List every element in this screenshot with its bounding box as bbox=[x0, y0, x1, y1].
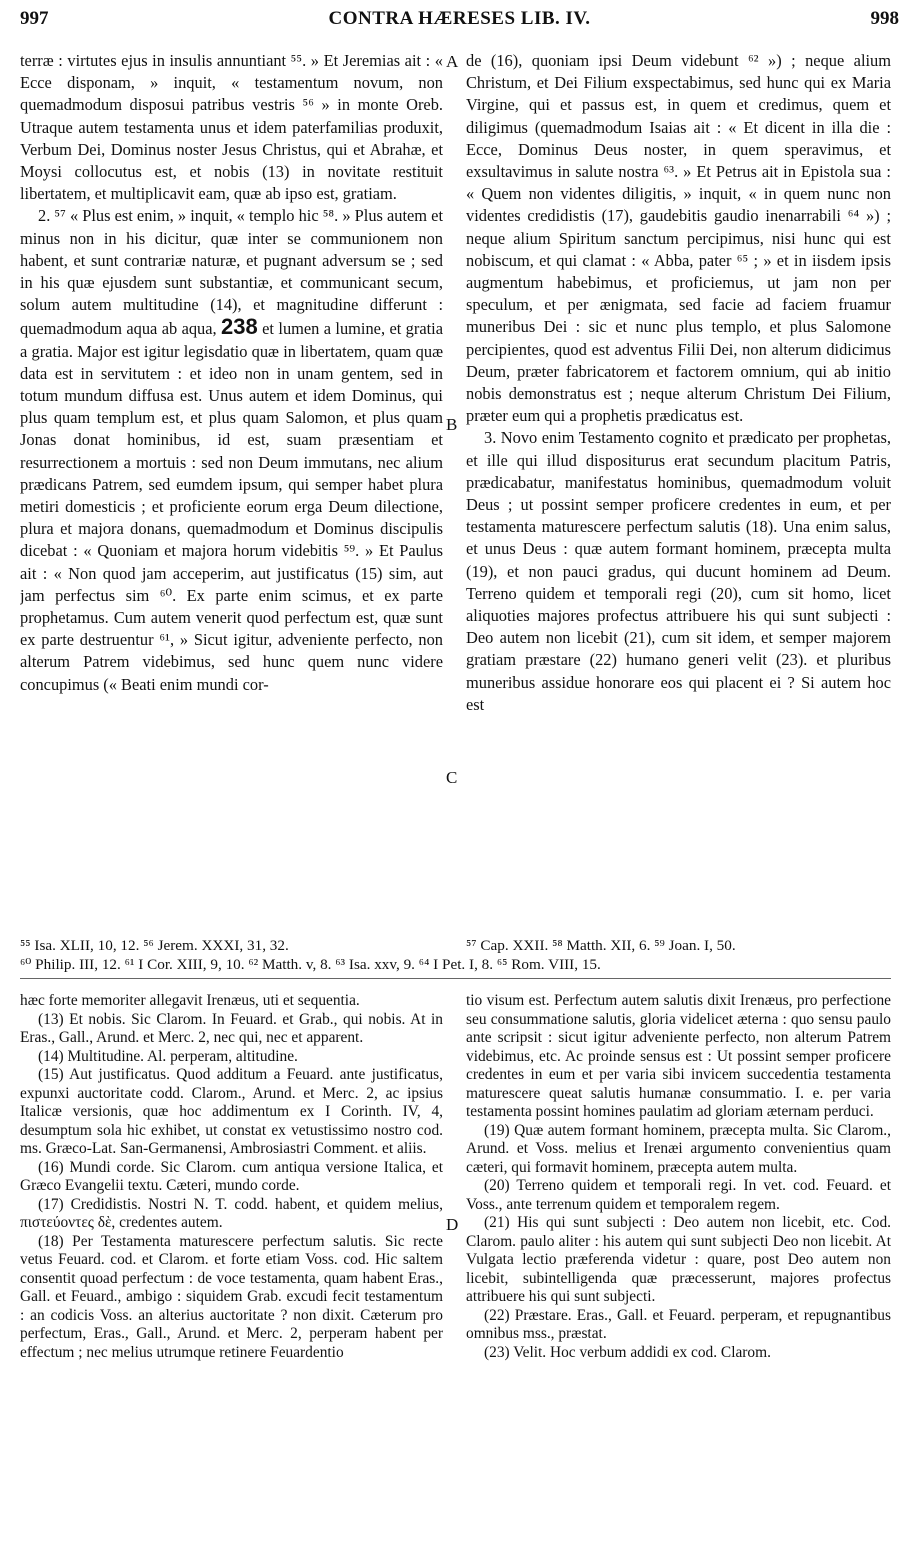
margin-marker-c: C bbox=[446, 768, 458, 787]
note: (22) Præstare. Eras., Gall. et Feuard. perperam, et repugnantibus omnibus mss., præstat. bbox=[466, 1306, 891, 1342]
running-title: CONTRA HÆRESES LIB. IV. bbox=[328, 8, 591, 29]
note: (23) Velit. Hoc verbum addidi ex cod. Clarom. bbox=[484, 1343, 771, 1361]
right-page-number: 998 bbox=[870, 8, 899, 29]
paragraph: terræ : virtutes ejus in insulis annuntiant ⁵⁵. » Et Jeremias ait : « Ecce disponam, » inquit, « testamentum novum, non quemadmodum disposui patribus vestris ⁵⁶ » in monte Oreb. Utraque autem testamenta unus et idem paterfamilias produxit, Verbum Dei, Dominus noster Jesus Christus, qui et Abrahæ, et Moysi collocutus est, et nobis (13) in novitate restituit libertatem, et multiplicavit eam, quæ ab ipso est, gratiam. bbox=[20, 51, 443, 204]
note: (21) His qui sunt subjecti : Deo autem non licebit, etc. Cod. Clarom. paulo aliter : his autem qui sunt subjecti Deo non licebit. At Vulgata lectio præferenda videtur : quare, post Deo autem non licebit, subintelligenda quæ præcesserunt, majores profectus attribuere his qui sunt subjecti. bbox=[466, 1214, 891, 1305]
footnote-refs: ⁵⁵ Isa. XLII, 10, 12. ⁵⁶ Jerem. XXXI, 31, 32. bbox=[20, 937, 289, 954]
note: (16) Mundi corde. Sic Clarom. cum antiqua versione Italica, et Græco Evangelii textu. Cæteri, mundo corde. bbox=[20, 1158, 443, 1194]
note: hæc forte memoriter allegavit Irenæus, uti et sequentia. bbox=[20, 992, 360, 1009]
main-text-left-column bbox=[20, 50, 443, 930]
note: tio visum est. Perfectum autem salutis dixit Irenæus, pro perfectione seu consummatione salutis, gloria videlicet æterna : quo sensu paulo ante scripsit : sicut igitur adveniente perfecto, non alterum Patrem videbimus, etc. Ac proinde sensus est : Ut possint semper proficere credentes in eum et per varia sibi invicem succedentia testamenta maturescere queat salutis humanæ consummatio. I. e. per varia testamenta possint homines paulatim ad gloriam æternam perduci. bbox=[466, 992, 891, 1120]
note: (19) Quæ autem formant hominem, præcepta multa. Sic Clarom., Arund. et Voss. melius et Irenæi argumento convenientius quam cæteri, qui formavit hominem, præcepta autem multa. bbox=[466, 1121, 891, 1176]
note: (18) Per Testamenta maturescere perfectum salutis. Sic recte vetus Feuard. cod. et Clarom. et forte etiam Voss. cod. Hic saltem consentit quoad perfectum : de voce testamenta, quam habent Eras., Gall. et Feuard., ambigo : siquidem Grab. excudi fecit testamentum : an codicis Voss. an alterius auctoritate ? non dixit. Cæterum pro perfectum, Eras., Gall., Arund. et Merc. 2, perperam habent per effectum ; nec melius utrumque retinere Feuardentio bbox=[20, 1232, 443, 1361]
margin-marker-b: B bbox=[446, 415, 458, 434]
paragraph: de (16), quoniam ipsi Deum videbunt ⁶² ») ; neque alium Christum, et Dei Filium exspectabimus, sed hunc qui ex Maria Virgine, qui et passus est, in quem et credimus, quem et diligimus (quemadmodum Isaias ait : « Et dicent in illa die : Ecce, Dominus Deus noster, in quem speravimus, et exsultavimus in salute nostra ⁶³. » Et Petrus ait in Epistola sua : « Quem non videntes diligitis, » inquit, « in quem nunc non videntes credidistis (17), gaudebitis gaudio inenarrabili ⁶⁴ ») ; neque alium Spiritum sanctum percipimus, nisi hunc qui est nobiscum, et qui clamat : « Abba, pater ⁶⁵ ; » et in iisdem ipsis augmentum habebimus, et proficiemus, ut jam non per speculum, et per ænigmata, sed facie ad faciem fruamur muneribus Dei : sic et nunc plus templo, et plus Salomone percipientes, quod est adventus Filii Dei, non alterum didicimus Deum, præter fabricatorem et factorem omnium, qui ab initio nobis demonstratus est ; neque alterum Christum Dei Filium, præter eum qui a prophetis prædicatus est. bbox=[466, 51, 891, 426]
note: (20) Terreno quidem et temporali regi. In vet. cod. Feuard. et Voss., ante terrenum quidem et temporalem regem. bbox=[466, 1177, 891, 1213]
notes-left-column bbox=[20, 992, 443, 1547]
left-page-number: 997 bbox=[20, 8, 49, 29]
notes-right-column bbox=[466, 992, 891, 1547]
note: (14) Multitudine. Al. perperam, altitudine. bbox=[38, 1047, 298, 1065]
paragraph: 3. Novo enim Testamento cognito et prædicato per prophetas, et ille qui illud dispositurus erat secundum placitum Patris, prædicabatur, manifestatus hominibus, quemadmodum voluit Deus ; ut possint semper proficere credentes in eum, et per testamenta maturescere perfectum salutis (18). Una enim salus, et unus Deus : quæ autem formant hominem, præcepta multa (19), et non pauci gradus, qui ducunt hominem ad Deum. Terreno quidem et temporali regi (20), cum sit homo, licet aliquoties majores profectus attribuere his qui sunt subjecti : Deo autem non licebit (21), cum sit idem, et semper majorem gratiam præstare (22) humano generi velit (23). et pluribus muneribus assidue honorare eos qui placent ei ? Si autem hoc est bbox=[466, 428, 891, 714]
note: (15) Aut justificatus. Quod additum a Feuard. ante justificatus, expunxi auctoritate codd. Clarom., Arund. et Merc. 2, ac ipsius Italicæ versionis, quæ hoc addimentum ex I Corinth. IV, 4, desumptum sola hic exhibet, ut constat ex vetustissimo nostro cod. ms. Græco-Lat. San-Germanensi, Ambrosiastri Comment. et aliis. bbox=[20, 1066, 443, 1157]
footnote-refs: ⁵⁷ Cap. XXII. ⁵⁸ Matth. XII, 6. ⁵⁹ Joan. I, 50. bbox=[466, 937, 736, 954]
paragraph-text: et lumen a lumine, et gratia a gratia. Major est igitur legisdatio quæ in libertatem, quam quæ data est in servitutem : et ideo non in unam gentem, sed in totum mundum diffusa est. Unus autem et idem Dominus, qui plus quam templum est, et plus quam Salomon, et plus quam Jonas donat hominibus, id est, suam præsentiam et resurrectionem a mortuis : sed non Deum immutans, nec alium prædicans Patrem, sed eumdem ipsum, qui semper habet plura metiri domesticis ; et proficiente eorum erga Deum dilectione, plura et majora donans, quemadmodum et Dominus discipulis dicebat : « Quoniam et majora horum videbitis ⁵⁹. » Et Paulus ait : « Non quod jam acceperim, aut justificatus (15) sim, aut jam perfectus sim ⁶⁰. Ex parte enim scimus, et ex parte prophetamus. Cum autem venerit quod perfectum est, quæ sunt ex parte destruentur ⁶¹, » Sicut igitur, adveniente perfecto, non alterum Patrem videbimus, sed hunc quem nunc videre concupimus (« Beati enim mundi cor- bbox=[20, 319, 443, 694]
paragraph bbox=[20, 205, 443, 695]
paragraph-text: 2. ⁵⁷ « Plus est enim, » inquit, « templo hic ⁵⁸. » Plus autem et minus non in his dicitur, quæ inter se communionem non habent, et sunt contrariæ naturæ, et pugnant adversum se ; sed in his quæ ejusdem sunt substantiæ, et communicant secum, solum autem multitudine (14), et magnitudine differunt : quemadmodum aqua ab aqua, bbox=[20, 206, 443, 339]
margin-marker-a: A bbox=[446, 52, 459, 71]
main-text-right-column bbox=[466, 50, 891, 930]
running-header bbox=[20, 8, 899, 34]
margin-marker-d: D bbox=[446, 1215, 459, 1234]
divider bbox=[20, 978, 891, 979]
note: (13) Et nobis. Sic Clarom. In Feuard. et Grab., qui nobis. At in Eras., Gall., Arund. et Merc. 2, nec qui, nec et apparent. bbox=[20, 1010, 443, 1046]
scripture-references-line-2: ⁶⁰ Philip. III, 12. ⁶¹ I Cor. XIII, 9, 10. ⁶² Matth. v, 8. ⁶³ Isa. xxv, 9. ⁶⁴ I Pet. I, 8. ⁶⁵ Rom. VIII, 15. bbox=[20, 956, 601, 973]
column-number: 238 bbox=[221, 314, 258, 340]
note: (17) Credidistis. Nostri N. T. codd. habent, et quidem melius, πιστεύοντες δὲ, credentes autem. bbox=[20, 1195, 443, 1231]
